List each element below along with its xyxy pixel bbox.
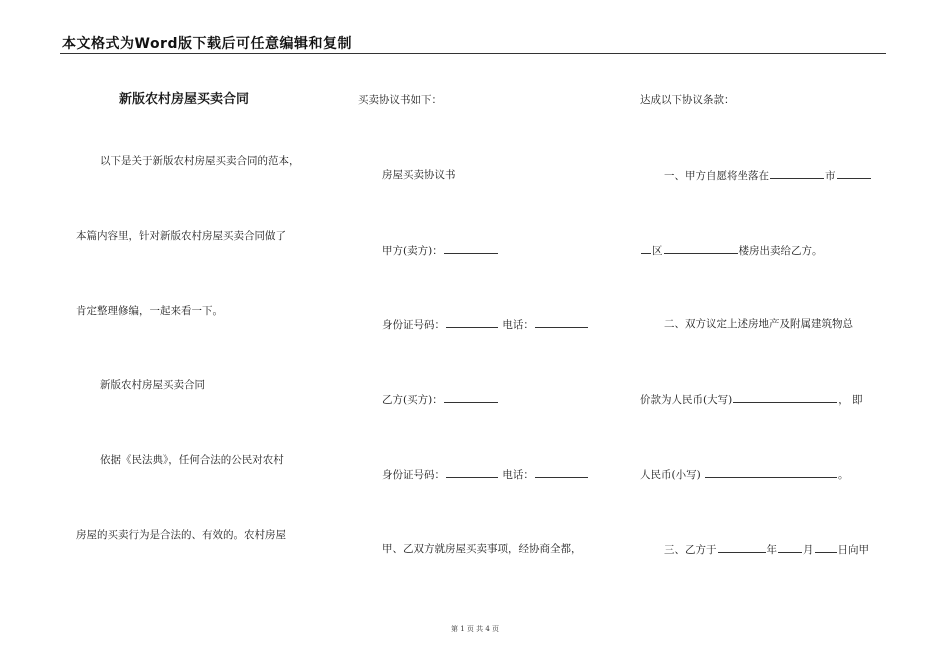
header-divider [60, 53, 886, 54]
price-upper-label: 价款为人民币(大写) [640, 394, 733, 406]
id-phone-a-line [382, 317, 589, 332]
page-number: 第 1 页 共 4 页 [450, 625, 500, 633]
location-blank [770, 168, 824, 179]
document-header-title: 本文格式为Word版下载后可任意编辑和复制 [62, 36, 352, 52]
id-number-b-label: 身份证号码： [382, 469, 445, 481]
ji-text: ， 即 [838, 394, 863, 406]
clause-3-end-text: 日向甲 [837, 544, 869, 556]
price-lower-blank [705, 467, 837, 478]
section-intro: 买卖协议书如下： [358, 94, 442, 106]
clause-2-line: 二、双方议定上述房地产及附属建筑物总 [664, 318, 853, 330]
phone-b-blank [535, 467, 588, 478]
party-b-label: 乙方(买方)： [382, 394, 443, 406]
party-b-line [382, 392, 499, 407]
phone-b-label: 电话： [502, 469, 534, 481]
price-lower-end: 。 [838, 469, 849, 481]
month-label: 月 [803, 544, 814, 556]
paragraph-line: 以下是关于新版农村房屋买卖合同的范本， [100, 155, 300, 167]
article-title: 新版农村房屋买卖合同 [119, 92, 250, 107]
price-lower-line [640, 467, 849, 482]
clause-1-cont-line [640, 243, 823, 258]
day-blank [815, 542, 837, 553]
phone-a-blank [535, 317, 588, 328]
paragraph-line: 依据《民法典》，任何合法的公民对农村 [100, 454, 284, 466]
paragraph-line: 肯定整理修编，一起来看一下。 [76, 305, 223, 317]
city-label: 市 [825, 170, 836, 182]
year-blank [718, 542, 766, 553]
month-blank [778, 542, 802, 553]
party-a-line [382, 243, 499, 258]
id-number-a-label: 身份证号码： [382, 319, 445, 331]
id-number-a-blank [446, 317, 498, 328]
building-blank [664, 243, 738, 254]
paragraph-line: 甲、乙双方就房屋买卖事项，经协商全都， [382, 543, 582, 555]
clause-3-text: 三、乙方于 [664, 544, 717, 556]
clause-1-end-text: 楼房出卖给乙方。 [738, 245, 823, 257]
price-upper-blank [733, 392, 837, 403]
party-a-blank [444, 243, 498, 254]
year-label: 年 [766, 544, 777, 556]
party-b-blank [444, 392, 498, 403]
id-number-b-blank [446, 467, 498, 478]
clause-1-line [664, 168, 872, 183]
id-phone-b-line [382, 467, 589, 482]
clause-1-text: 一、甲方自愿将坐落在 [664, 170, 769, 182]
district-label: 区 [652, 245, 663, 257]
agreement-title: 房屋买卖协议书 [382, 169, 456, 181]
paragraph-line: 本篇内容里，针对新版农村房屋买卖合同做了 [76, 230, 286, 242]
city-blank [837, 168, 871, 179]
paragraph-line: 新版农村房屋买卖合同 [100, 379, 205, 391]
party-a-label: 甲方(卖方)： [382, 245, 443, 257]
section-intro: 达成以下协议条款： [640, 94, 735, 106]
price-upper-line [640, 392, 863, 407]
paragraph-line: 房屋的买卖行为是合法的、有效的。农村房屋 [76, 529, 286, 541]
clause-3-line [664, 542, 869, 557]
price-lower-label: 人民币(小写) [640, 469, 701, 481]
phone-a-label: 电话： [502, 319, 534, 331]
district-prefix-blank [641, 243, 651, 254]
